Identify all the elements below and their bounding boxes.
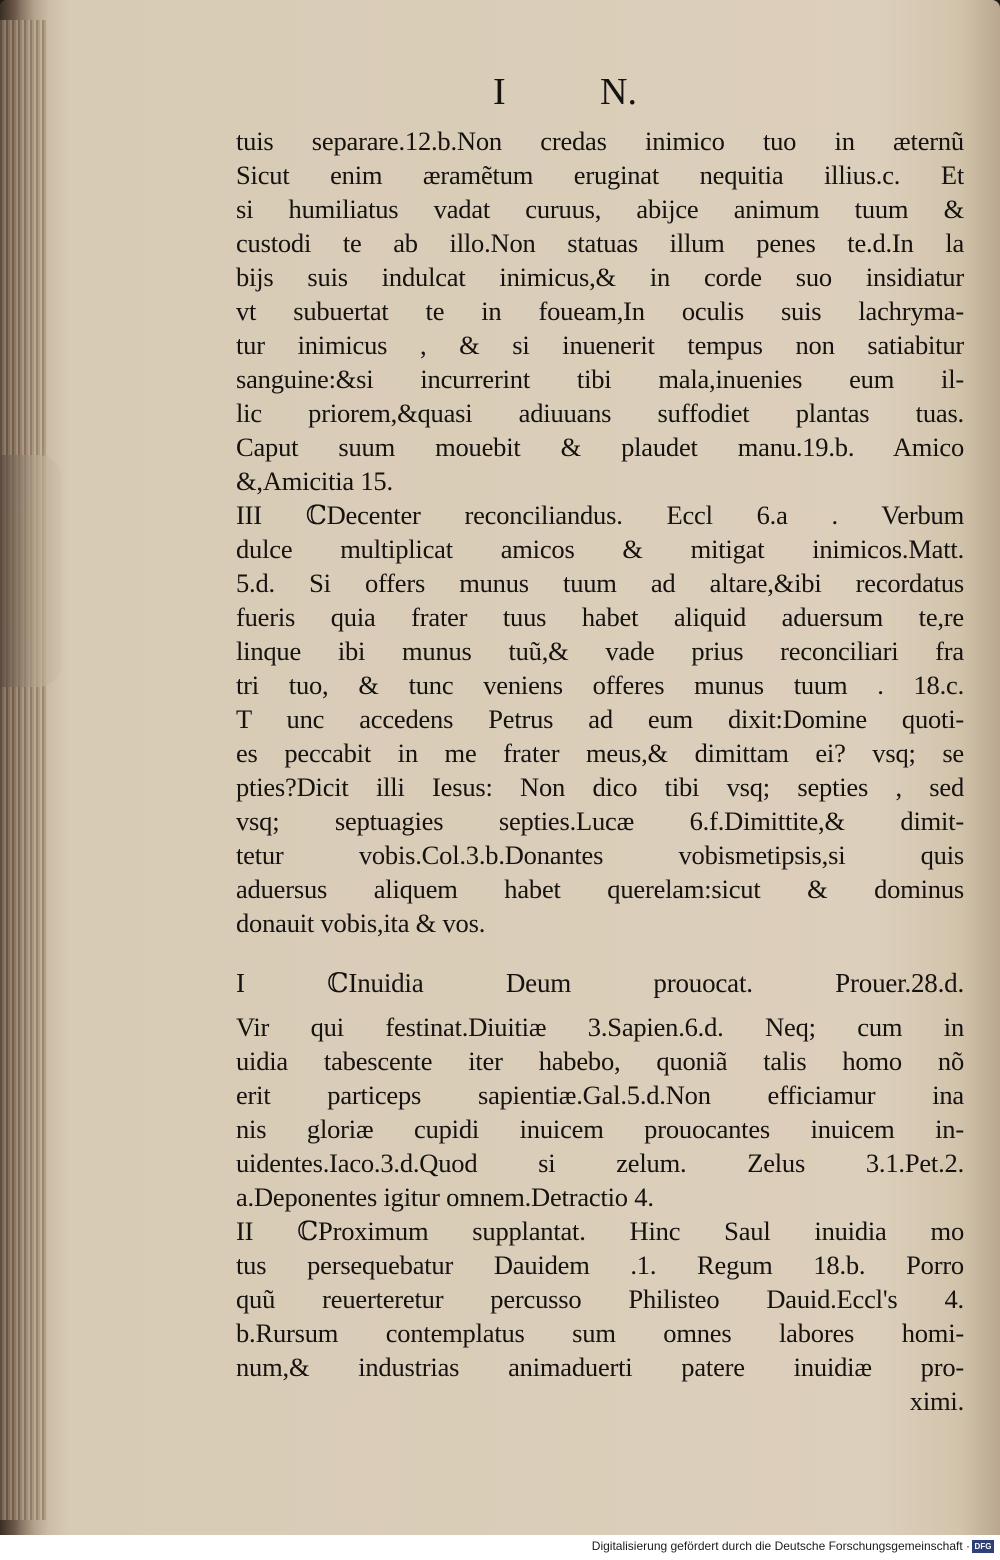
text-line: tus persequebatur Dauidem .1. Regum 18.b. Porro xyxy=(236,1250,964,1280)
text-line: vsq; septuagies septies.Lucæ 6.f.Dimittite,& dimit- xyxy=(236,806,964,836)
text-line: Vir qui festinat.Diuitiæ 3.Sapien.6.d. Neq; cum in xyxy=(236,1012,964,1042)
text-line: fueris quia frater tuus habet aliquid aduersum te,re xyxy=(236,602,964,632)
text-line: tuis separare.12.b.Non credas inimico tuo in æternũ xyxy=(236,126,964,156)
text-line: b.Rursum contemplatus sum omnes labores homi- xyxy=(236,1318,964,1348)
page-edges xyxy=(0,20,46,1520)
text-line: &,Amicitia 15. xyxy=(236,466,393,496)
section-heading-line-inuidia: I ℂInuidia Deum prouocat. Prouer.28.d. xyxy=(236,968,964,998)
dfg-logo: DFG xyxy=(972,1540,994,1553)
text-line: si humiliatus vadat curuus, abijce animum tuum & xyxy=(236,194,964,224)
text-line: aduersus aliquem habet querelam:sicut & dominus xyxy=(236,874,964,904)
header-right: N. xyxy=(600,71,637,113)
text-line: a.Deponentes igitur omnem.Detractio 4. xyxy=(236,1182,654,1212)
section-heading-line: III ℂDecenter reconciliandus. Eccl 6.a . Verbum xyxy=(236,500,964,530)
text-line: nis gloriæ cupidi inuicem prouocantes inuicem in- xyxy=(236,1114,964,1144)
text-line: es peccabit in me frater meus,& dimittam ei? vsq; se xyxy=(236,738,964,768)
text-line: donauit vobis,ita & vos. xyxy=(236,908,486,938)
text-line: uidentes.Iaco.3.d.Quod si zelum. Zelus 3.1.Pet.2. xyxy=(236,1148,964,1178)
text-line: tri tuo, & tunc veniens offeres munus tuum . 18.c. xyxy=(236,670,964,700)
dfg-credit: Digitalisierung gefördert durch die Deutsche Forschungsgemeinschaft · xyxy=(591,1539,970,1553)
text-line: uidia tabescente iter habebo, quoniã talis homo nõ xyxy=(236,1046,964,1076)
text-line: quũ reuerteretur percusso Philisteo Dauid.Eccl's 4. xyxy=(236,1284,964,1314)
running-header xyxy=(0,70,1000,113)
text-line: Sicut enim æramẽtum eruginat nequitia illius.c. Et xyxy=(236,160,964,190)
text-line: Caput suum mouebit & plaudet manu.19.b. Amico xyxy=(236,432,964,462)
text-line: lic priorem,&quasi adiuuans suffodiet plantas tuas. xyxy=(236,398,964,428)
text-line: bijs suis indulcat inimicus,& in corde suo insidiatur xyxy=(236,262,964,292)
text-line: 5.d. Si offers munus tuum ad altare,&ibi recordatus xyxy=(236,568,964,598)
page-clip-shadow xyxy=(0,455,62,687)
footer-bar xyxy=(0,1535,1000,1560)
text-line: custodi te ab illo.Non statuas illum penes te.d.In la xyxy=(236,228,964,258)
text-line: tetur vobis.Col.3.b.Donantes vobismetipsis,si quis xyxy=(236,840,964,870)
text-line: linque ibi munus tuũ,& vade prius reconciliari fra xyxy=(236,636,964,666)
text-line: erit particeps sapientiæ.Gal.5.d.Non efficiamur ina xyxy=(236,1080,964,1110)
text-line: T unc accedens Petrus ad eum dixit:Domine quoti- xyxy=(236,704,964,734)
text-line: sanguine:&si incurrerint tibi mala,inuenies eum il- xyxy=(236,364,964,394)
text-line: vt subuertat te in foueam,In oculis suis lachryma- xyxy=(236,296,964,326)
text-line: tur inimicus , & si inuenerit tempus non satiabitur xyxy=(236,330,964,360)
catchword: ximi. xyxy=(909,1386,964,1416)
text-line: dulce multiplicat amicos & mitigat inimicos.Matt. xyxy=(236,534,964,564)
section-heading-line: II ℂProximum supplantat. Hinc Saul inuidia mo xyxy=(236,1216,964,1246)
header-left: I xyxy=(493,71,506,113)
text-line: pties?Dicit illi Iesus: Non dico tibi vsq; septies , sed xyxy=(236,772,964,802)
text-line: num,& industrias animaduerti patere inuidiæ pro- xyxy=(236,1352,964,1382)
